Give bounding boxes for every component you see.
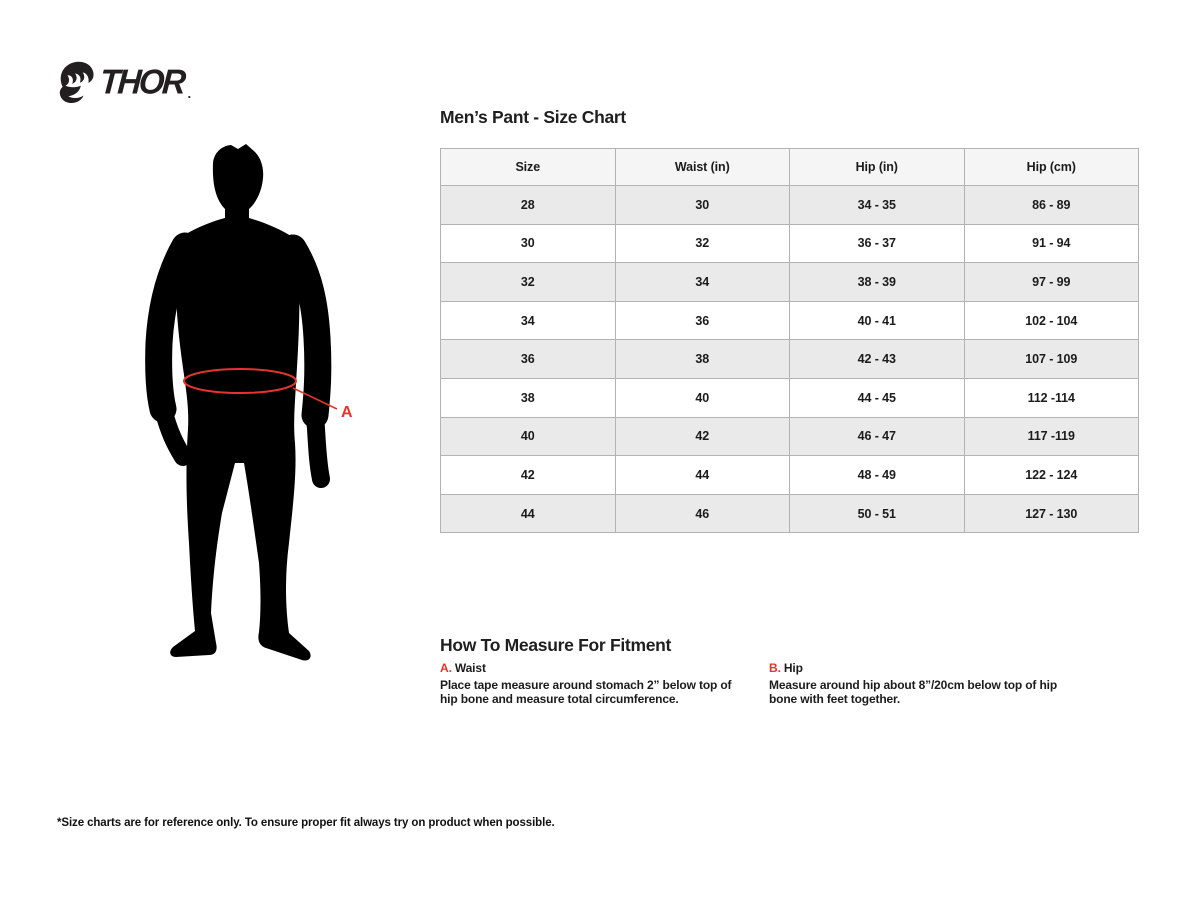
measure-instructions-hip: Measure around hip about 8”/20cm below top of hip bone with feet together.	[769, 678, 1058, 707]
column-header-hip-cm: Hip (cm)	[964, 149, 1139, 186]
table-cell: 38	[441, 378, 616, 417]
table-body	[441, 186, 1139, 533]
table-row	[441, 340, 1139, 379]
table-cell: 102 - 104	[964, 301, 1139, 340]
column-header-waist-in: Waist (in)	[615, 149, 790, 186]
table-cell: 44 - 45	[790, 378, 965, 417]
table-cell: 107 - 109	[964, 340, 1139, 379]
disclaimer-footnote: *Size charts are for reference only. To ensure proper fit always try on product when possible.	[57, 817, 555, 829]
table-cell: 127 - 130	[964, 494, 1139, 533]
table-cell: 42	[441, 456, 616, 495]
table-cell: 97 - 99	[964, 263, 1139, 302]
thor-trademark-dot: .	[187, 86, 192, 101]
table-cell: 46 - 47	[790, 417, 965, 456]
marker-a-label: A	[341, 404, 353, 421]
table-cell: 112 -114	[964, 378, 1139, 417]
measure-instructions-waist: Place tape measure around stomach 2” below top of hip bone and measure total circumference.	[440, 678, 732, 707]
thor-wordmark: THOR	[98, 61, 185, 101]
table-cell: 36	[441, 340, 616, 379]
table-cell: 32	[615, 224, 790, 263]
table-cell: 42 - 43	[790, 340, 965, 379]
table-cell: 46	[615, 494, 790, 533]
table-cell: 34	[441, 301, 616, 340]
table-row	[441, 456, 1139, 495]
measure-item-waist	[440, 661, 740, 707]
table-cell: 34 - 35	[790, 186, 965, 225]
table-row	[441, 417, 1139, 456]
measure-letter-a: A.	[440, 661, 452, 675]
table-cell: 28	[441, 186, 616, 225]
table-cell: 34	[615, 263, 790, 302]
table-cell: 48 - 49	[790, 456, 965, 495]
size-chart-table	[440, 148, 1139, 533]
table-cell: 44	[615, 456, 790, 495]
table-cell: 38 - 39	[790, 263, 965, 302]
table-cell: 86 - 89	[964, 186, 1139, 225]
measure-name-waist: Waist	[454, 661, 486, 675]
table-cell: 44	[441, 494, 616, 533]
measure-name-hip: Hip	[783, 661, 803, 675]
table-cell: 32	[441, 263, 616, 302]
table-cell: 42	[615, 417, 790, 456]
thor-goat-icon	[55, 58, 97, 104]
table-cell: 38	[615, 340, 790, 379]
table-cell: 30	[615, 186, 790, 225]
page-title: Men’s Pant - Size Chart	[440, 107, 626, 127]
table-cell: 36 - 37	[790, 224, 965, 263]
measure-label	[440, 661, 740, 675]
table-row	[441, 378, 1139, 417]
table-cell: 40	[441, 417, 616, 456]
thor-logo	[55, 58, 191, 104]
column-header-size: Size	[441, 149, 616, 186]
measure-label	[769, 661, 1077, 675]
male-silhouette-icon	[143, 143, 358, 671]
table-row	[441, 263, 1139, 302]
column-header-hip-in: Hip (in)	[790, 149, 965, 186]
table-cell: 122 - 124	[964, 456, 1139, 495]
table-row	[441, 301, 1139, 340]
table-header-row	[441, 149, 1139, 186]
table-cell: 91 - 94	[964, 224, 1139, 263]
measure-letter-b: B.	[769, 661, 781, 675]
table-cell: 40 - 41	[790, 301, 965, 340]
body-silhouette-figure	[143, 143, 358, 671]
table-cell: 117 -119	[964, 417, 1139, 456]
measure-section-heading: How To Measure For Fitment	[440, 635, 672, 655]
table-cell: 36	[615, 301, 790, 340]
table-cell: 40	[615, 378, 790, 417]
table-cell: 50 - 51	[790, 494, 965, 533]
table-row	[441, 494, 1139, 533]
measure-item-hip	[769, 661, 1077, 707]
table-row	[441, 186, 1139, 225]
table-cell: 30	[441, 224, 616, 263]
table-row	[441, 224, 1139, 263]
